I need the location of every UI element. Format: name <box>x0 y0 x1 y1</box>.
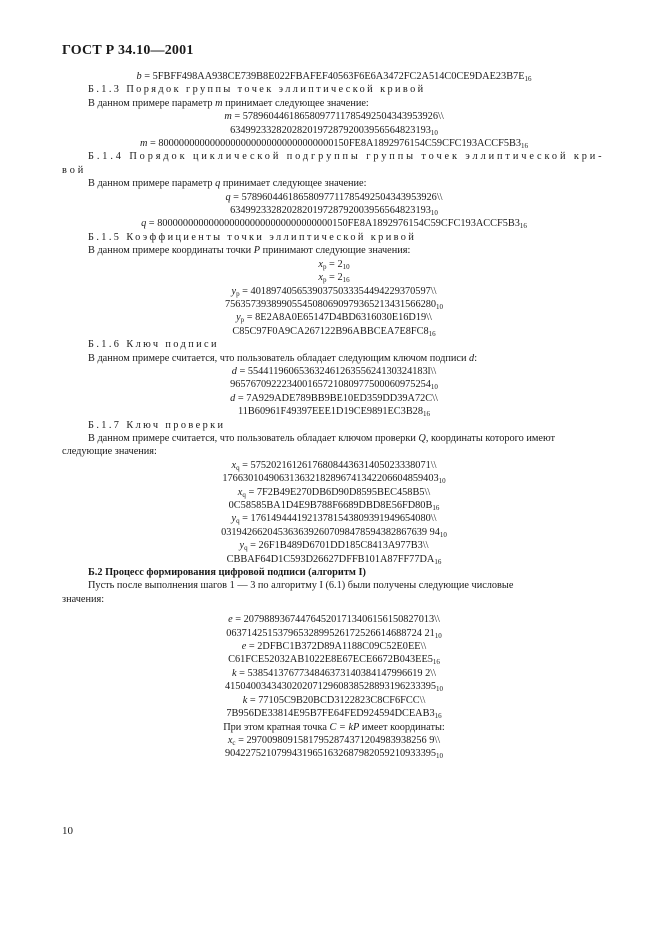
xc-value-line-2: $90422752107994319651632687982059210933395_{10}$ <box>224 748 444 761</box>
section-b14-title-cont: вой <box>62 164 87 176</box>
section-b14-intro: В данном примере параметр q принимает следующее значение: <box>88 178 367 190</box>
section-b15-title: Б.1.5 Коэффициенты точки эллиптической кривой <box>88 231 417 243</box>
e-value-line-3: e = 2DFBC1B372D89A1188C09C52E0EE\\ <box>241 641 427 653</box>
yq-value-line-2: 0319426620453636392607098478594382867639 $94_{10}$ <box>221 526 447 539</box>
k-value-line-1: k = 5385413767734846373140384147996619 2\\ <box>231 667 437 679</box>
xp-value-line-1: $x_p = 2_{10}$ <box>318 258 350 271</box>
page-content <box>62 70 606 761</box>
section-b14-title: Б.1.4 Порядок циклической подгруппы группы точек эллиптической кри- <box>88 151 605 163</box>
section-b16-intro: В данном примере считается, что пользователь обладает следующим ключом подписи d: <box>88 352 478 364</box>
section-b17-title: Б.1.7 Ключ проверки <box>88 419 226 431</box>
xq-value-line-1: $x_q$ = 57520216126176808443631405023338071\\ <box>231 459 437 472</box>
q-value-line-1: q = 57896044618658097711785492504343953926\\ <box>225 191 443 203</box>
k-value-line-4: $7B956DE33814E95B7FE64FED924594DCEAB3_{16}$ <box>226 708 442 721</box>
d-value-line-4: $11B60961F49397EEE1D19CE9891EC3B28_{16}$ <box>238 406 430 419</box>
section-b2-title: Б.2 Процесс формирования цифровой подписи (алгоритм I) <box>88 567 366 579</box>
yp-value-line-2: $75635739389905545080690979365213431566280_{10}$ <box>224 298 444 311</box>
section-b17-intro-cont: следующие значения: <box>62 446 157 458</box>
section-b2-paragraph: Пусть после выполнения шагов 1 — 3 по алгоритму I (6.1) были получены следующие числовые <box>88 580 514 592</box>
d-value-line-2: $965767092223400165721080977500060975254_{10}$ <box>230 379 438 392</box>
yq-value-line-3: $y_q$ = 26F1B489D6701DD185C8413A977B3\\ <box>239 540 429 553</box>
section-b15-intro: В данном примере координаты точки P принимают следующие значения: <box>88 245 411 257</box>
xq-value-line-2: $176630104906313632182896741342206604859403_{10}$ <box>222 473 446 486</box>
m-value-line-3: $m = 8000000000000000000000000000000000150FE8A1892976154C59CFC193ACCF5B3_{16}$ <box>139 138 529 151</box>
section-b17-intro: В данном примере считается, что пользователь обладает ключом проверки Q, координаты которого имеют <box>88 432 555 444</box>
m-value-line-1: m = 57896044618658097711785492504343953926\\ <box>224 111 444 123</box>
yq-value-line-4: $CBBAF64D1C593D26627DFFB101A87FF77DA_{16}$ <box>226 553 442 566</box>
yp-value-line-4: $C85C97F0A9CA267122B96ABBCEA7E8FC8_{16}$ <box>232 325 436 338</box>
page-header: ГОСТ Р 34.10—2001 <box>62 43 194 58</box>
xp-value-line-2: $x_p = 2_{16}$ <box>318 272 350 285</box>
xq-value-line-4: $0C58585BA1D4E9B788F6689DBD8E56FD80B_{16}$ <box>228 500 440 512</box>
xq-value-line-3: $x_q$ = 7F2B49E270DB6D90D8595BEC458B5\\ <box>237 486 431 499</box>
section-b13-intro: В данном примере параметр m принимает следующее значение: <box>88 97 369 109</box>
k-value-line-3: k = 77105C9B20BCD3122823C8CF6FCC\\ <box>242 694 426 706</box>
xc-value-line-1: $x_c = 29700980915817952874371204983938256$ 9\\ <box>227 734 441 747</box>
yp-value-line-1: $y_p$ = 40189740565390375033354494229370597\\ <box>231 285 437 298</box>
yp-value-line-3: $y_p$ = 8E2A8A0E65147D4BD6316030E16D19\\ <box>236 312 432 325</box>
k-value-line-2: $41504003434302020712960838528893196233395_{10}$ <box>224 681 444 694</box>
e-value-line-1: e = 2079889367447645201713406156150827013\\ <box>228 614 440 626</box>
d-value-line-1: d = 55441196065363246126355624130324183l\\ <box>231 365 437 377</box>
section-b2-paragraph-cont: значения: <box>62 593 105 605</box>
d-value-line-3: d = 7A929ADE789BB9BE10ED359DD39A72C\\ <box>230 392 438 404</box>
multiple-point-line: При этом кратная точка C = kP имеет координаты: <box>223 721 445 733</box>
yq-value-line-1: $y_q$ = 17614944419213781543809391949654080\\ <box>231 513 437 526</box>
e-value-line-2: 06371425153796532899526172526614688724 $21_{10}$ <box>226 627 442 640</box>
m-value-line-2: $634992332820282019728792003956564823193_{10}$ <box>230 124 438 137</box>
page-number: 10 <box>62 825 73 837</box>
b-parameter-line: $b = 5FBFF498AA938CE739B8E022FBAFEF40563F6E6A3472FC2A514C0CE9DAE23B7E_{16}$ <box>136 71 532 83</box>
section-b13-title: Б.1.3 Порядок группы точек эллиптической кривой <box>88 84 426 96</box>
q-value-line-2: $634992332820282019728792003956564823193_{10}$ <box>230 205 438 218</box>
e-value-line-4: $C61FCE52032AB1022E8E67ECE6672B043EE5_{16}$ <box>228 654 440 667</box>
q-value-line-3: $q = 8000000000000000000000000000000000150FE8A1892976154C59CFC193ACCF5B3_{16}$ <box>141 218 527 231</box>
section-b16-title: Б.1.6 Ключ подписи <box>88 339 219 351</box>
